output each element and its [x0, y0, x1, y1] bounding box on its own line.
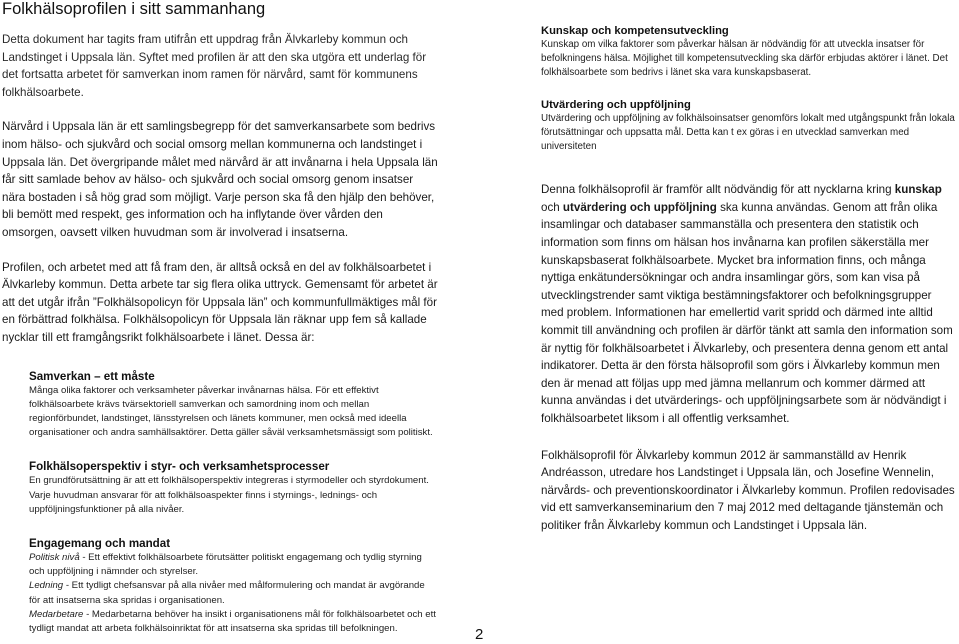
- purpose-text: och: [541, 200, 563, 214]
- purpose-text: ska kunna användas. Genom att från olika insamlingar och databaser sammanställa och presentera den statistik och information som finns om hälsan hos invånarna kan profilen säkerställa mer kunskapsbaserat folkhälsoarbete. Mycket bra information finns, och många nyttiga enkätundersökningar och andra insamlingar görs, som kan visa på utvecklingstrender samt viktiga bestämningsfaktorer och befolkningsgrupper med problem. Informationen har emellertid varit spridd och därmed inte alltid kommit till användning och profilen är därför tänkt att samla den information som är nyttig för folkhälsoarbetet i Älvkarleby, och presentera denna genom ett antal indikatorer. Detta är den första hälsoprofil som görs i Älvkarleby kommun men den är menad att följas upp med jämna mellanrum och kommer därmed att kunna användas i det utvärderings- och uppföljningsarbete som är nödvändigt i folkhälsoarbetet liksom i all offentlig verksamhet.: [541, 200, 953, 425]
- key-item-text: - Ett tydligt chefsansvar på alla nivåer med målformulering och mandat är avgörande för att insatserna ska spridas i organisationen.: [29, 580, 425, 606]
- key-section-samverkan: [29, 369, 438, 441]
- right-column: [541, 24, 955, 535]
- narvard-paragraph: Närvård i Uppsala län är ett samlingsbegrepp för det samverkansarbete som bedrivs inom hälso- och sjukvård och social omsorg mellan kommunerna och landstinget i Uppsala län. Det övergripande målet med närvård är att invånarna i hela Uppsala län får sitt samlade behov av hälso- och sjukvård och social omsorg genom insatser nära bostaden i så hög grad som möjligt. Varje person ska få den hjälp den behöver, bli bemött med respekt, ges information och ha inflytande över vården den omsorgen, oavsett vilken huvudman som är involverad i insatserna.: [2, 120, 438, 239]
- key-item-text: - Medarbetarna behöver ha insikt i organisationens mål för folkhälsoarbetet och ett tydligt mandat att arbeta folkhälsoinriktat för att insatserna ska spridas till befolkningen.: [29, 608, 436, 634]
- key-section-engagemang: [29, 536, 438, 636]
- bold-term: utvärdering och uppföljning: [562, 200, 717, 214]
- key-body: En grundförutsättning är att ett folkhälsoperspektiv integreras i styrmodeller och styrdokument. Varje huvudman ansvarar för att folkhälsoaspekter finns i styrnings-, lednings- och uppföljningsfunktioner på alla nivåer.: [29, 475, 429, 515]
- key-item: [29, 579, 438, 607]
- key-title: Engagemang och mandat: [29, 536, 171, 550]
- key-title: Utvärdering och uppföljning: [541, 98, 691, 111]
- key-body: Utvärdering och uppföljning av folkhälsoinsatser genomförs lokalt med utgångspunkt från lokala förutsättningar och uppsatta mål. Detta kan t ex göras i en utvecklad samverkan med universiteten: [541, 112, 955, 153]
- key-section-folkhalsoperspektiv: [29, 459, 438, 517]
- profile-paragraph: Profilen, och arbetet med att få fram den, är alltså också en del av folkhälsoarbetet i Älvkarleby kommun. Detta arbete tar sig flera olika uttryck. Gemensamt för arbetet är att det utgår ifrån ”Folkhälsopolicyn för Uppsala län” och kommunfullmäktiges mål för en förbättrad folkhälsa. Folkhälsopolicyn för Uppsala län räknar upp fem så kallade nycklar till ett framgångsrikt folkhälsoarbete i länet. Dessa är:: [2, 260, 438, 344]
- key-item: [29, 551, 438, 579]
- purpose-text: Denna folkhälsoprofil är framför allt nödvändig för att nycklarna kring: [541, 183, 895, 197]
- key-title: Folkhälsoperspektiv i styr- och verksamhetsprocesser: [29, 460, 330, 474]
- intro-paragraph: Detta dokument har tagits fram utifrån ett uppdrag från Älvkarleby kommun och Landstinget i Uppsala län. Syftet med profilen är att den ska utgöra ett underlag för det fortsatta arbetet för samverkan inom ramen för närvård, samt för kommunens folkhälsoarbete.: [2, 33, 427, 99]
- page-title: Folkhälsoprofilen i sitt sammanhang: [2, 0, 266, 18]
- key-section-kunskap: [541, 24, 955, 81]
- key-title: Kunskap och kompetensutveckling: [541, 25, 729, 37]
- key-body: Kunskap om vilka faktorer som påverkar hälsan är nödvändig för att utveckla insatser för befolkningens hälsa. Möjlighet till kompetensutveckling ska därför erbjudas aktörer i länet. Det folkhälsoarbete som bedrivs i länet ska vara kunskapsbaserat.: [541, 39, 948, 79]
- key-title: Samverkan – ett måste: [29, 369, 155, 383]
- left-column: [2, 31, 438, 636]
- purpose-paragraph: [541, 181, 955, 427]
- credits-paragraph: Folkhälsoprofil för Älvkarleby kommun 2012 är sammanställd av Henrik Andréasson, utredare hos Landstinget i Uppsala län, och Josefine Wennelin, närvårds- och preventionskoordinator i Älvkarleby kommun. Profilen redovisades vid ett samverkanseminarium den 7 maj 2012 med deltagande tjänstemän och politiker från Älvkarleby kommun och Landstinget i Uppsala län.: [541, 448, 955, 532]
- key-body: Många olika faktorer och verksamheter påverkar invånarnas hälsa. För ett effektivt folkhälsoarbete krävs tvärsektoriell samverkan och samordning inom och mellan regionförbundet, landstinget, länsstyrelsen och länets kommuner, men också med ideella organisationer och andra samhällsaktörer. Detta gäller såväl verksamhetsmässigt som politiskt.: [29, 384, 433, 439]
- key-item-term: Politisk nivå: [29, 551, 80, 563]
- key-item-term: Medarbetare: [29, 608, 84, 620]
- key-item: [29, 608, 438, 636]
- bold-term: kunskap: [894, 183, 942, 197]
- key-item-text: - Ett effektivt folkhälsoarbete förutsätter politiskt engagemang och tydlig styrning och uppföljning i nämnder och styrelser.: [29, 551, 422, 578]
- key-item-term: Ledning: [29, 580, 64, 592]
- key-section-utvardering: [541, 98, 955, 155]
- page-number: 2: [475, 626, 484, 643]
